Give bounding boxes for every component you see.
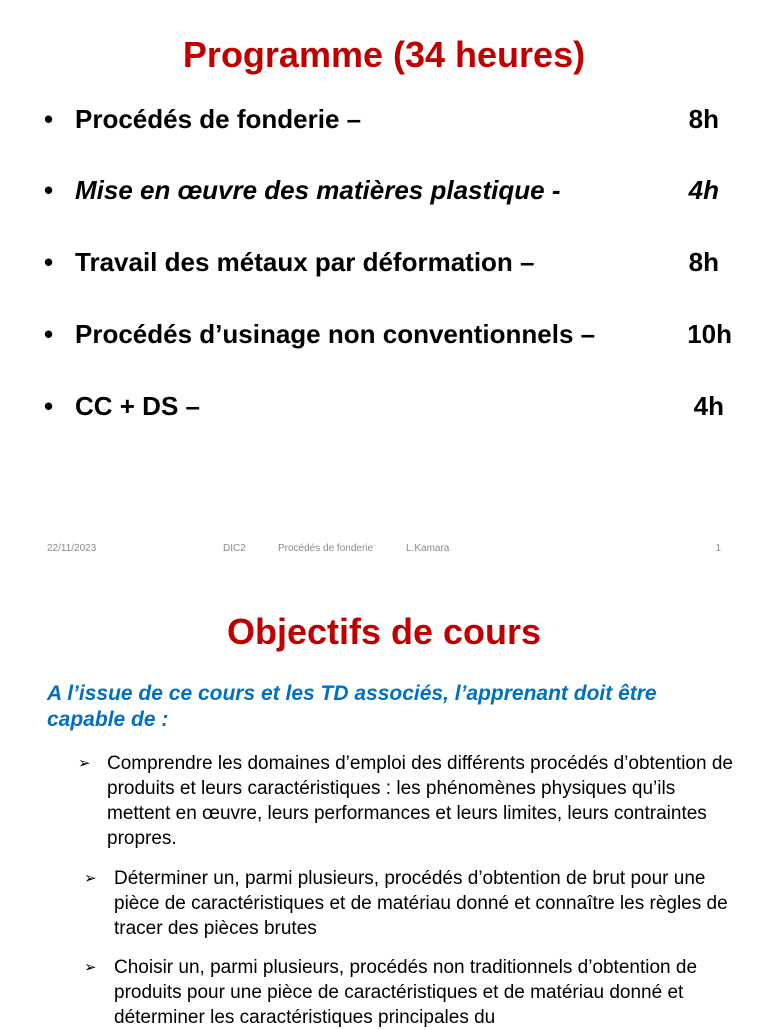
programme-item-label: CC + DS – xyxy=(75,391,200,421)
objective-text: Choisir un, parmi plusieurs, procédés non traditionnels d’obtention de produits pour une pièce de caractéristiques et de matériau donné et déterminer les caractéristiques principales du xyxy=(114,957,698,1028)
programme-item xyxy=(0,175,768,215)
slide-footer xyxy=(0,543,768,557)
programme-item-hours: 4h xyxy=(693,391,724,421)
arrow-bullet-icon: ➢ xyxy=(78,755,91,772)
programme-item-hours: 8h xyxy=(688,104,719,134)
bullet-icon: • xyxy=(44,391,54,421)
programme-item-hours: 10h xyxy=(687,319,732,349)
bullet-icon: • xyxy=(44,104,54,134)
arrow-bullet-icon: ➢ xyxy=(84,870,97,887)
programme-item xyxy=(0,319,768,359)
programme-item-label: Mise en œuvre des matières plastique - xyxy=(75,175,561,205)
objective-text: Déterminer un, parmi plusieurs, procédés d’obtention de brut pour une pièce de caractéristiques et de matériau donné et connaître les règles de tracer des pièces brutes xyxy=(114,868,728,939)
footer-date: 22/11/2023 xyxy=(47,543,97,554)
bullet-icon: • xyxy=(44,247,54,277)
slide-title: Objectifs de cours xyxy=(226,611,542,652)
programme-item-hours: 4h xyxy=(688,175,719,205)
bullet-icon: • xyxy=(44,175,54,205)
programme-item xyxy=(0,247,768,287)
programme-item xyxy=(0,104,768,144)
footer-course: Procédés de fonderie xyxy=(278,543,374,554)
bullet-icon: • xyxy=(44,319,54,349)
objectives-intro: A l’issue de ce cours et les TD associés, l’apprenant doit être capable de : xyxy=(47,682,657,731)
programme-item-label: Travail des métaux par déformation – xyxy=(75,247,535,277)
footer-page-number: 1 xyxy=(715,543,721,554)
slide-title: Programme (34 heures) xyxy=(182,34,586,75)
programme-item-label: Procédés d’usinage non conventionnels – xyxy=(75,319,596,349)
footer-author: L.Kamara xyxy=(406,543,450,554)
footer-class: DIC2 xyxy=(223,543,246,554)
programme-item-hours: 8h xyxy=(688,247,719,277)
objective-text: Comprendre les domaines d’emploi des différents procédés d’obtention de produits et leurs caractéristiques : les phénomènes physiques qu’ils mettent en œuvre, leurs performances et leurs limites, leurs contraintes propres. xyxy=(107,753,733,849)
programme-item xyxy=(0,391,768,431)
slide-objectifs xyxy=(0,565,768,1028)
programme-item-label: Procédés de fonderie – xyxy=(75,104,362,134)
arrow-bullet-icon: ➢ xyxy=(84,959,97,976)
